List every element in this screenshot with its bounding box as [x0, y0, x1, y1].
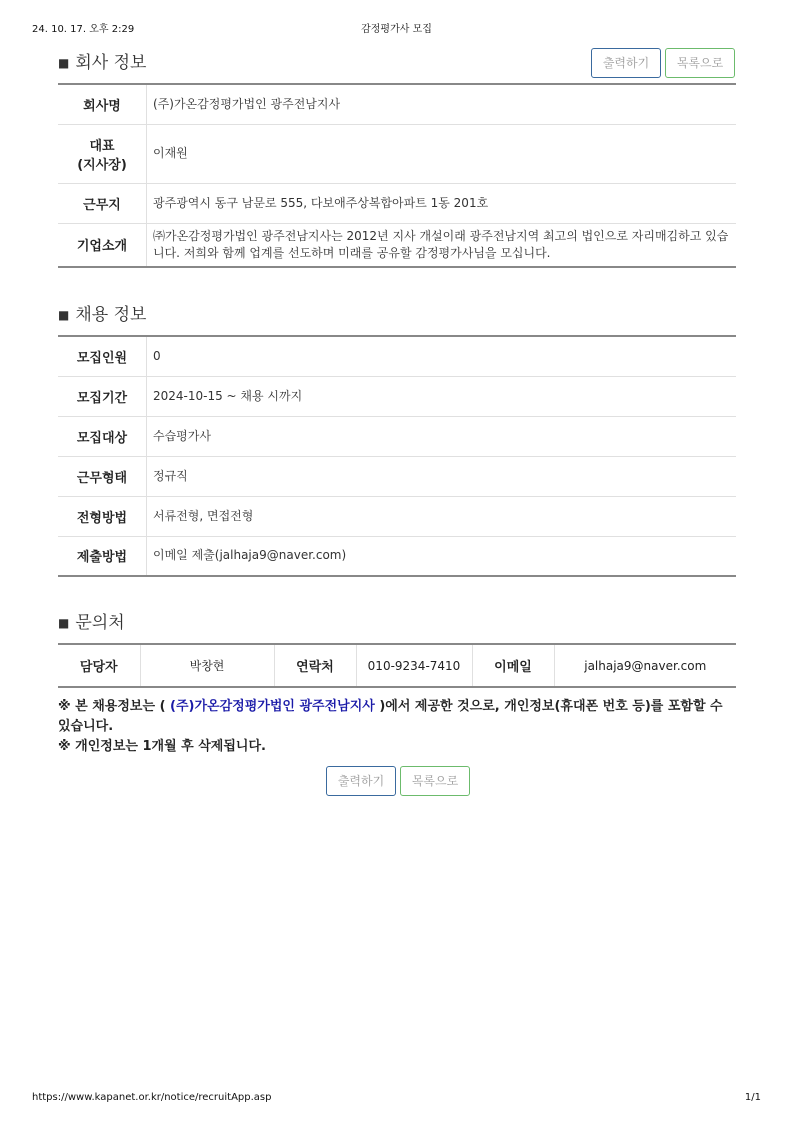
row-label: 모집대상	[58, 416, 147, 456]
company-info-table	[58, 83, 736, 268]
table-row	[58, 183, 736, 223]
employment-type-value: 정규직	[147, 456, 737, 496]
square-bullet-icon: ■	[58, 616, 70, 630]
print-button[interactable]: 출력하기	[591, 48, 661, 78]
print-header	[32, 20, 761, 36]
notice-suffix: )에서 제공한 것으로, 개인정보(휴대폰 번호 등)를 포함할 수 있습니다.	[58, 699, 723, 734]
phone-label: 연락처	[274, 644, 356, 687]
company-name-value: (주)가온감정평가법인 광주전남지사	[147, 84, 737, 124]
company-section-heading	[58, 48, 146, 73]
list-button[interactable]: 목록으로	[665, 48, 735, 78]
phone-value: 010-9234-7410	[356, 644, 472, 687]
table-row	[58, 124, 736, 183]
square-bullet-icon: ■	[58, 308, 70, 322]
row-label: 모집인원	[58, 336, 147, 376]
page-number: 1/1	[744, 1092, 761, 1103]
email-label: 이메일	[472, 644, 554, 687]
document-title: 감정평가사 모집	[361, 24, 432, 35]
workplace-value: 광주광역시 동구 남문로 555, 다보애주상복합아파트 1동 201호	[147, 183, 737, 223]
row-label: 모집기간	[58, 376, 147, 416]
recruit-section-title: 채용 정보	[75, 305, 147, 325]
company-section-title: 회사 정보	[75, 53, 147, 73]
row-label: 제출방법	[58, 536, 147, 576]
period-value: 2024-10-15 ~ 채용 시까지	[147, 376, 737, 416]
table-row	[58, 416, 736, 456]
contact-section-heading	[58, 608, 125, 633]
page-url: https://www.kapanet.or.kr/notice/recruitApp.asp	[32, 1092, 272, 1103]
row-label: 전형방법	[58, 496, 147, 536]
submission-method-value: 이메일 제출(jalhaja9@naver.com)	[153, 548, 347, 563]
print-date: 24. 10. 17. 오후 2:29	[32, 24, 135, 35]
representative-value: 이재원	[147, 124, 737, 183]
manager-label: 담당자	[58, 644, 140, 687]
square-bullet-icon: ■	[58, 56, 70, 70]
row-label: 회사명	[58, 84, 147, 124]
target-value: 수습평가사	[147, 416, 737, 456]
bottom-button-group	[326, 766, 470, 796]
notice-line: ※ 개인정보는 1개월 후 삭제됩니다.	[58, 739, 266, 754]
print-footer	[32, 1092, 761, 1106]
row-label: 근무지	[58, 183, 147, 223]
row-label: 기업소개	[58, 223, 147, 267]
contact-table	[58, 643, 736, 688]
company-intro-value: ㈜가온감정평가법인 광주전남지사는 2012년 지사 개설이래 광주전남지역 최고의 법인으로 자리매김하고 있습니다. 저희와 함께 업계를 선도하며 미래를 공유할 감정평가사님을 모십니다.	[153, 228, 729, 260]
table-row	[58, 644, 736, 687]
notice-line	[58, 697, 738, 737]
print-button[interactable]: 출력하기	[326, 766, 396, 796]
privacy-notice	[58, 697, 738, 757]
manager-value: 박창현	[140, 644, 274, 687]
row-label: 근무형태	[58, 456, 147, 496]
table-row	[58, 496, 736, 536]
company-link[interactable]: (주)가온감정평가법인 광주전남지사	[170, 699, 375, 714]
contact-section-title: 문의처	[75, 613, 125, 633]
table-row	[58, 456, 736, 496]
table-row	[58, 536, 736, 576]
table-row	[58, 84, 736, 124]
list-button[interactable]: 목록으로	[400, 766, 470, 796]
recruit-section-heading	[58, 300, 146, 325]
row-label-line: 대표	[89, 138, 115, 154]
row-label-line: (지사장)	[77, 157, 127, 173]
table-row	[58, 376, 736, 416]
top-button-group	[591, 48, 735, 78]
table-row	[58, 336, 736, 376]
recruit-info-table	[58, 335, 736, 577]
notice-prefix: ※ 본 채용정보는 (	[58, 699, 171, 714]
selection-method-value: 서류전형, 면접전형	[147, 496, 737, 536]
email-value: jalhaja9@naver.com	[584, 658, 707, 673]
row-label	[58, 124, 147, 183]
headcount-value: 0	[147, 336, 737, 376]
table-row	[58, 223, 736, 267]
